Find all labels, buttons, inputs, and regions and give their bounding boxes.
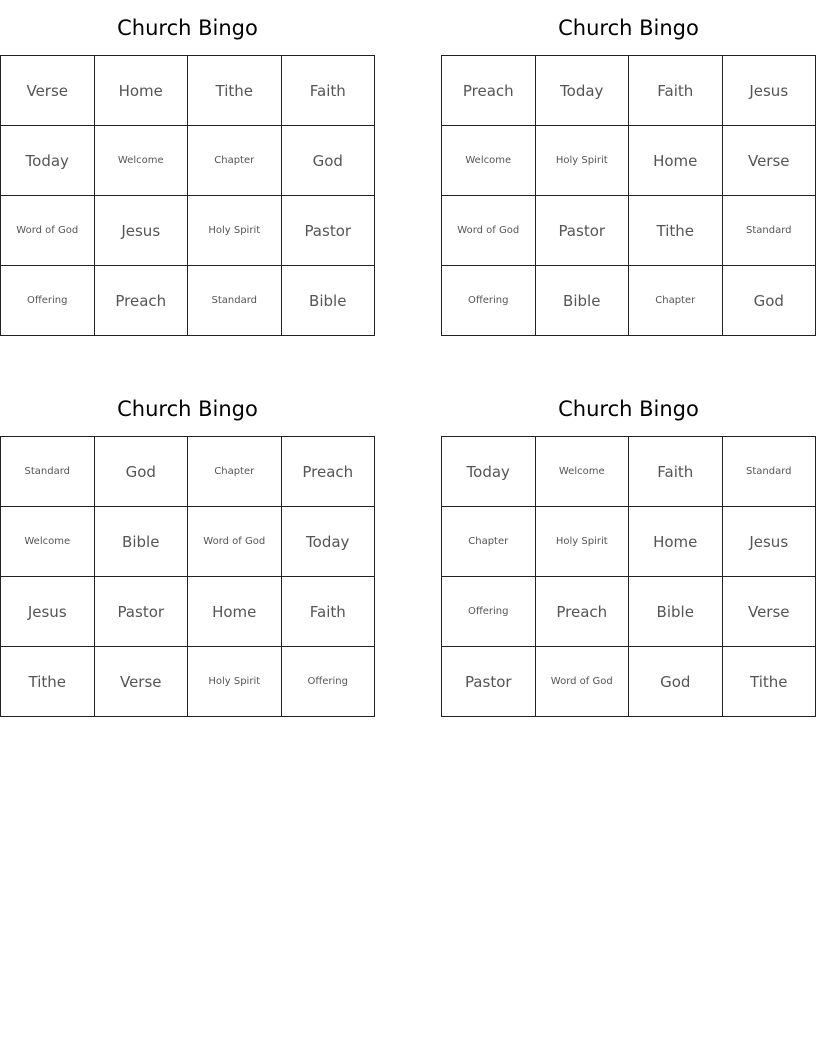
grid-cell: Offering [281,647,375,717]
grid-row [1,56,375,126]
grid-cell: Today [442,437,536,507]
grid-cell: Offering [1,266,95,336]
grid-cell: Holy Spirit [535,126,629,196]
grid-cell: Pastor [94,577,188,647]
grid-cell: Chapter [629,266,723,336]
grid-cell: Verse [722,577,816,647]
grid-cell: Bible [535,266,629,336]
card-title: Church Bingo [117,397,258,421]
grid-cell: Welcome [442,126,536,196]
grid-cell: Tithe [1,647,95,717]
card-title: Church Bingo [117,16,258,40]
grid-row [442,507,816,577]
grid-cell: Welcome [94,126,188,196]
grid-cell: Offering [442,266,536,336]
grid-cell: Standard [722,196,816,266]
grid-cell: Today [281,507,375,577]
grid-cell: Holy Spirit [188,196,282,266]
grid-cell: Standard [188,266,282,336]
grid-cell: Word of God [442,196,536,266]
grid-row [1,196,375,266]
grid-cell: Bible [94,507,188,577]
grid-cell: Word of God [188,507,282,577]
grid-cell: Faith [281,56,375,126]
grid-cell: Preach [442,56,536,126]
grid-cell: Faith [629,437,723,507]
grid-cell: Pastor [281,196,375,266]
grid-cell: Holy Spirit [535,507,629,577]
grid-cell: Jesus [722,56,816,126]
grid-cell: Jesus [722,507,816,577]
grid-cell: Preach [281,437,375,507]
grid-cell: Tithe [722,647,816,717]
grid-cell: Pastor [535,196,629,266]
grid-cell: Tithe [188,56,282,126]
bingo-grid [441,436,816,717]
grid-cell: Home [188,577,282,647]
grid-cell: Offering [442,577,536,647]
grid-row [1,647,375,717]
grid-cell: Chapter [188,437,282,507]
grid-cell: Today [535,56,629,126]
grid-cell: Standard [722,437,816,507]
bingo-grid [441,55,816,336]
grid-row [1,437,375,507]
grid-cell: God [722,266,816,336]
grid-cell: Welcome [535,437,629,507]
grid-cell: God [94,437,188,507]
grid-cell: Word of God [1,196,95,266]
grid-cell: Chapter [442,507,536,577]
card-title: Church Bingo [558,16,699,40]
grid-cell: Home [629,126,723,196]
grid-cell: Home [94,56,188,126]
grid-row [1,507,375,577]
grid-cell: Welcome [1,507,95,577]
grid-row [442,577,816,647]
grid-cell: Preach [535,577,629,647]
bingo-card-3 [0,381,375,717]
grid-row [442,196,816,266]
grid-cell: Standard [1,437,95,507]
grid-row [1,266,375,336]
grid-row [1,577,375,647]
grid-cell: Faith [281,577,375,647]
grid-cell: Faith [629,56,723,126]
grid-cell: Tithe [629,196,723,266]
grid-row [442,126,816,196]
grid-cell: Today [1,126,95,196]
bingo-grid [0,436,375,717]
bingo-grid [0,55,375,336]
grid-cell: God [629,647,723,717]
grid-cell: Pastor [442,647,536,717]
grid-cell: Bible [629,577,723,647]
grid-cell: Jesus [94,196,188,266]
bingo-card-4 [441,381,816,717]
grid-cell: Bible [281,266,375,336]
grid-cell: Verse [94,647,188,717]
grid-cell: Preach [94,266,188,336]
grid-cell: Jesus [1,577,95,647]
bingo-card-1 [0,0,375,336]
grid-cell: Home [629,507,723,577]
grid-cell: Word of God [535,647,629,717]
bingo-card-2 [441,0,816,336]
grid-row [442,647,816,717]
grid-cell: Holy Spirit [188,647,282,717]
grid-row [442,56,816,126]
grid-cell: Chapter [188,126,282,196]
grid-cell: Verse [1,56,95,126]
grid-row [442,437,816,507]
grid-cell: Verse [722,126,816,196]
grid-row [1,126,375,196]
card-title: Church Bingo [558,397,699,421]
grid-cell: God [281,126,375,196]
grid-row [442,266,816,336]
